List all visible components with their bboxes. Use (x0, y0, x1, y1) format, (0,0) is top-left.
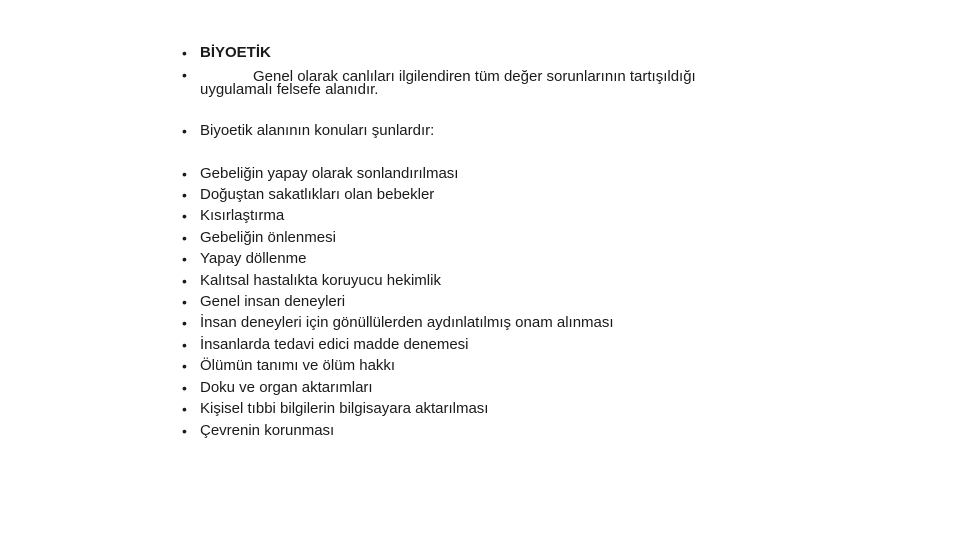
bullet-marker: • (182, 123, 187, 139)
list-item: Yapay döllenme (200, 250, 307, 267)
bullet-marker: • (182, 208, 187, 224)
bullet-marker: • (182, 315, 187, 331)
list-item: Doğuştan sakatlıkları olan bebekler (200, 186, 435, 203)
list-item: Gebeliğin önlenmesi (200, 229, 336, 246)
bullet-marker: • (182, 251, 187, 267)
bullet-marker: • (182, 166, 187, 182)
list-item: Kısırlaştırma (200, 207, 285, 224)
definition-line-2: uygulamalı felsefe alanıdır. (200, 81, 379, 98)
intro-text: Biyoetik alanının konuları şunlardır: (200, 122, 435, 139)
list-item: Genel insan deneyleri (200, 293, 346, 310)
list-item: Gebeliğin yapay olarak sonlandırılması (200, 165, 459, 182)
list-item: Çevrenin korunması (200, 422, 335, 439)
list-item: İnsanlarda tedavi edici madde denemesi (200, 336, 469, 353)
bullet-marker: • (182, 45, 187, 61)
bullet-marker: • (182, 380, 187, 396)
bullet-marker: • (182, 423, 187, 439)
slide-title: BİYOETİK (200, 44, 271, 61)
bullet-marker: • (182, 67, 187, 83)
list-item: Ölümün tanımı ve ölüm hakkı (200, 357, 396, 374)
bullet-marker: • (182, 187, 187, 203)
bullet-marker: • (182, 337, 187, 353)
bullet-marker: • (182, 358, 187, 374)
bullet-marker: • (182, 273, 187, 289)
list-item: Doku ve organ aktarımları (200, 379, 373, 396)
bullet-marker: • (182, 230, 187, 246)
list-item: Kalıtsal hastalıkta koruyucu hekimlik (200, 272, 441, 289)
definition-line-1: Genel olarak canlıları ilgilendiren tüm değer sorunlarının tartışıldığı (253, 68, 696, 85)
bullet-marker: • (182, 294, 187, 310)
bullet-marker: • (182, 401, 187, 417)
list-item: Kişisel tıbbi bilgilerin bilgisayara aktarılması (200, 400, 489, 417)
list-item: İnsan deneyleri için gönüllülerden aydınlatılmış onam alınması (200, 314, 614, 331)
